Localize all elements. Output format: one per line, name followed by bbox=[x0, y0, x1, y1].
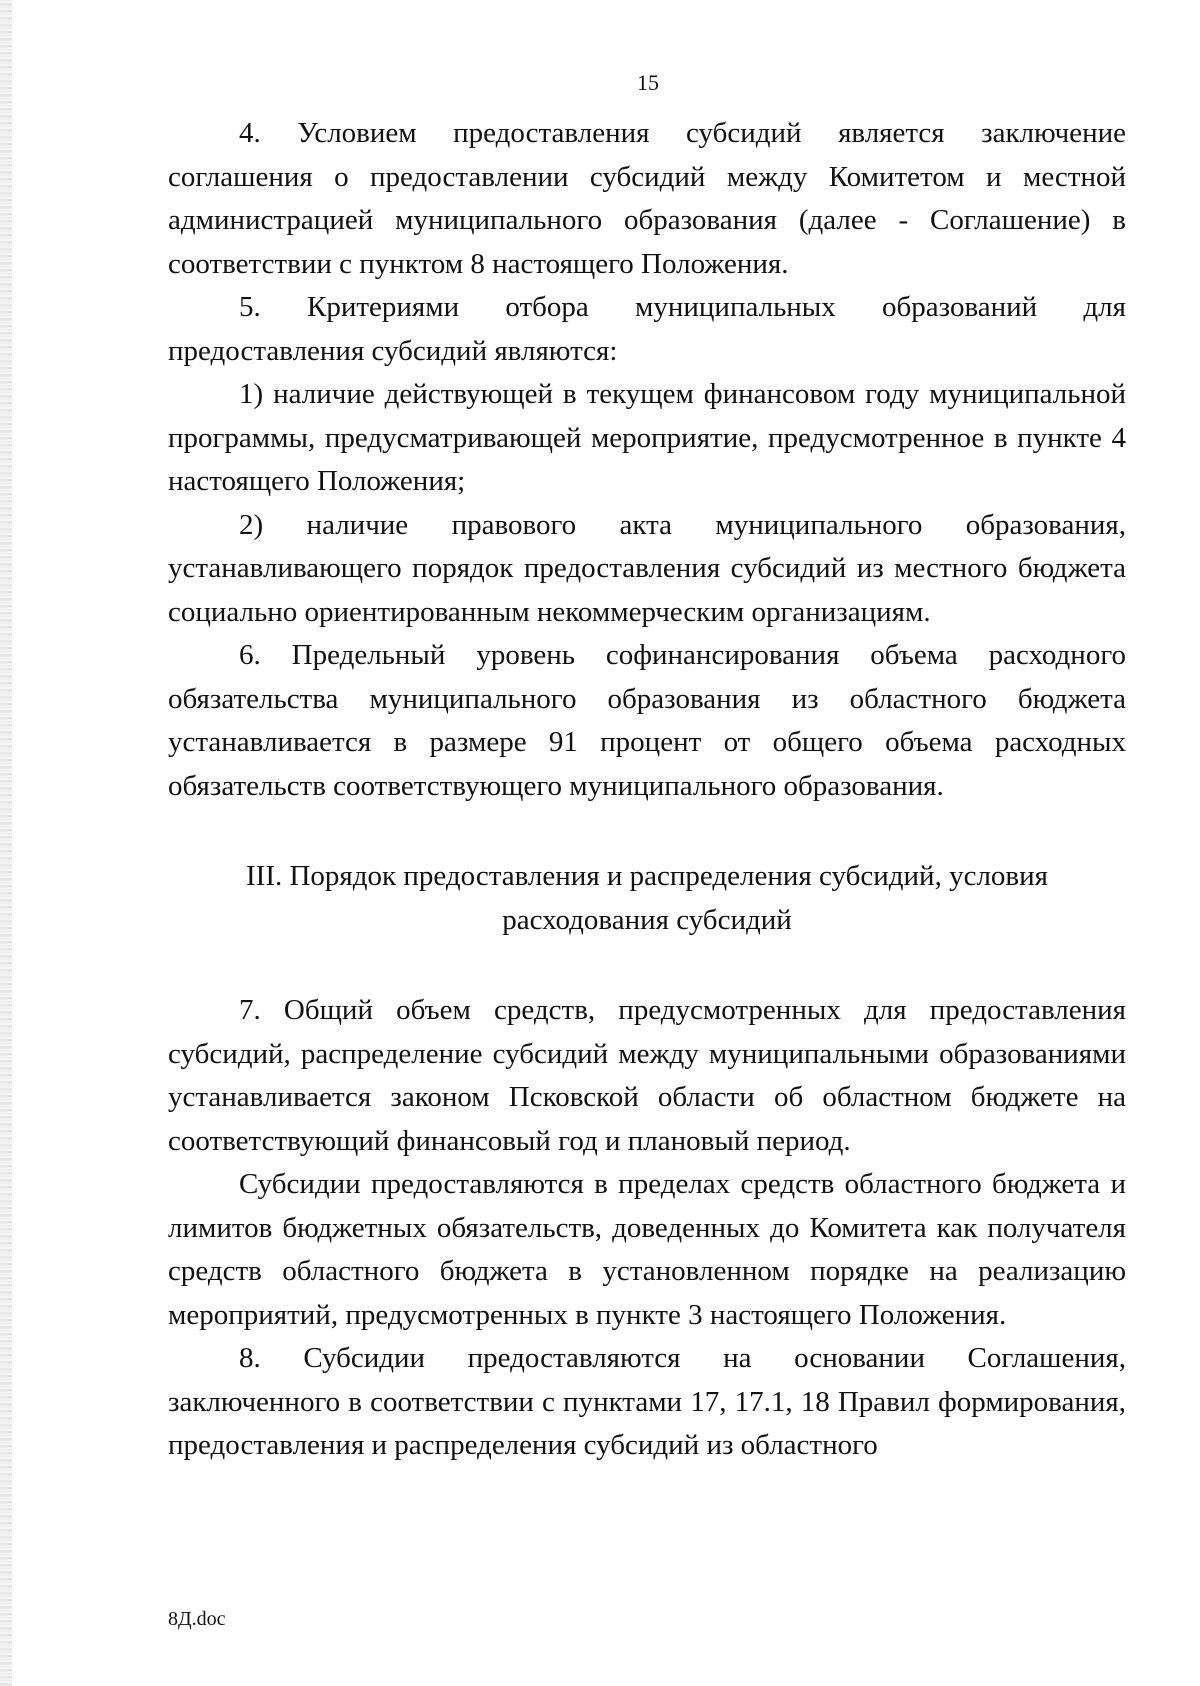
section-heading-line-1: III. Порядок предоставления и распределения субсидий, условия bbox=[246, 860, 1048, 892]
footer-filename: 8Д.doc bbox=[168, 1608, 226, 1630]
page-number: 15 bbox=[637, 70, 659, 95]
scan-edge bbox=[0, 0, 12, 1686]
paragraph-5: 5. Критериями отбора муниципальных образований для предоставления субсидий являются: bbox=[168, 291, 1126, 367]
section-heading-line-2: расходования субсидий bbox=[502, 903, 792, 936]
paragraph-6: 6. Предельный уровень софинансирования объема расходного обязательства муниципального образования из областного бюджета устанавливается в размере 91 процент от общего объема расходных обязательств соответствующего муниципального образования. bbox=[168, 639, 1126, 802]
section-heading bbox=[168, 808, 1126, 989]
paragraph-7: 7. Общий объем средств, предусмотренных для предоставления субсидий, распределение субсидий между муниципальными образованиями устанавливается законом Псковской области об областном бюджете на соответствующий финансовый год и плановый период. bbox=[168, 994, 1126, 1157]
paragraph-5-item-2: 2) наличие правового акта муниципального образования, устанавливающего порядок предоставления субсидий из местного бюджета социально ориентированным некоммерческим организациям. bbox=[168, 508, 1126, 628]
document-body bbox=[168, 112, 1126, 1468]
paragraph-5-item-1: 1) наличие действующей в текущем финансовом году муниципальной программы, предусматривающей мероприятие, предусмотренное в пункте 4 настоящего Положения; bbox=[168, 378, 1126, 497]
paragraph-7-continued: Субсидии предоставляются в пределах средств областного бюджета и лимитов бюджетных обязательств, доведенных до Комитета как получателя средств областного бюджета в установленном порядке на реализацию мероприятий, предусмотренных в пункте 3 настоящего Положения. bbox=[168, 1168, 1126, 1331]
paragraph-4: 4. Условием предоставления субсидий является заключение соглашения о предоставлении субсидий между Комитетом и местной администрацией муниципального образования (далее - Соглашение) в соответствии с пунктом 8 настоящего Положения. bbox=[168, 117, 1126, 280]
paragraph-8: 8. Субсидии предоставляются на основании Соглашения, заключенного в соответствии с пунктами 17, 17.1, 18 Правил формирования, предоставления и распределения субсидий из областного bbox=[168, 1342, 1126, 1461]
